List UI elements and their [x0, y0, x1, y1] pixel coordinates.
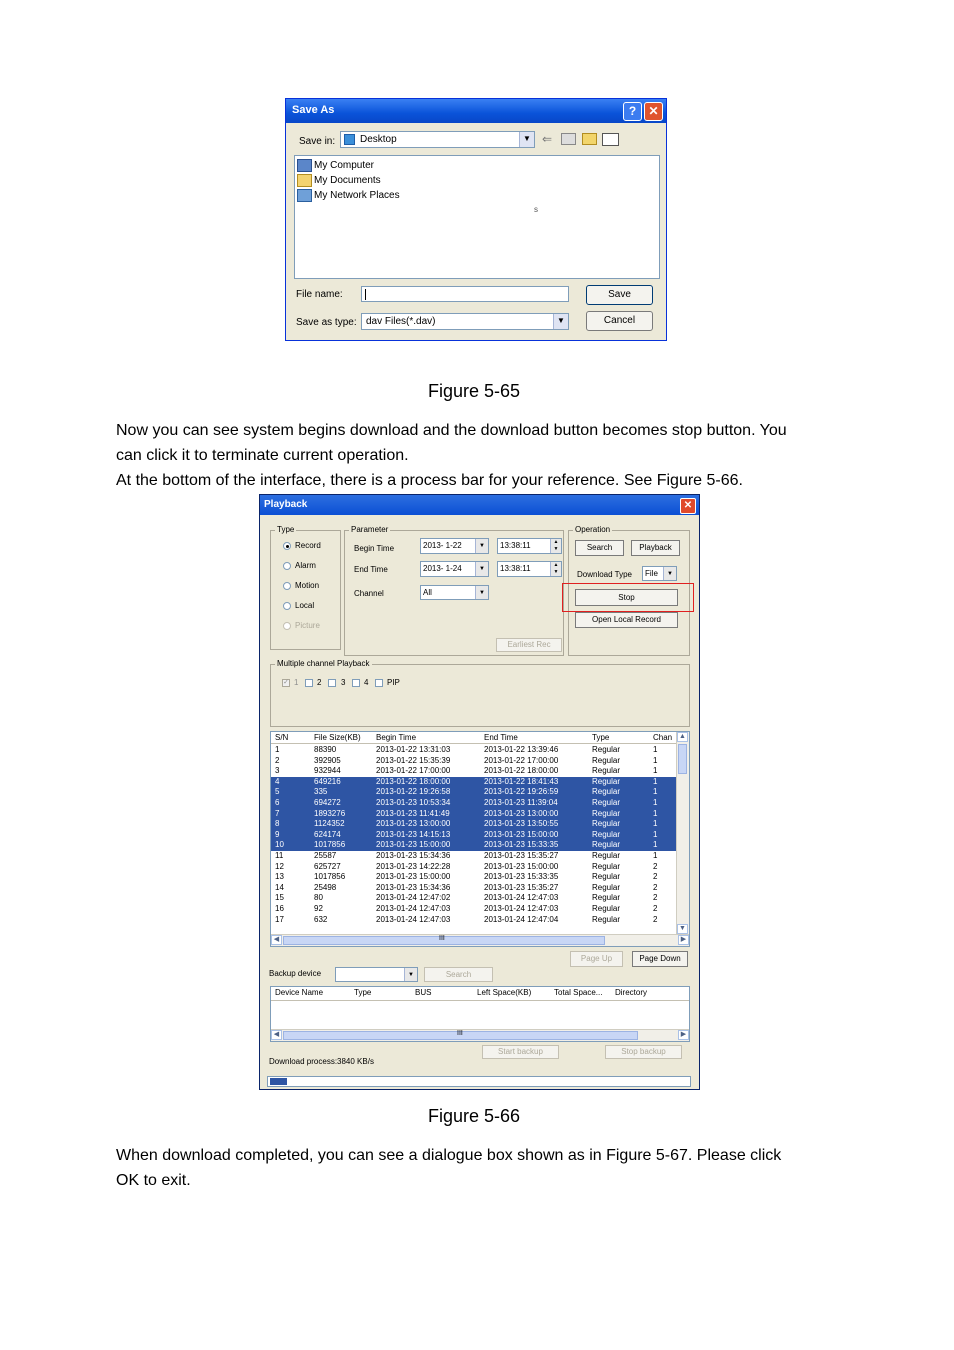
chevron-down-icon[interactable]: ▼ [475, 539, 488, 553]
stop-highlight-box [562, 583, 694, 612]
begin-date-picker[interactable] [420, 538, 489, 554]
table-cell: Regular [592, 766, 621, 776]
horizontal-scrollbar[interactable] [271, 1029, 689, 1041]
save-in-value: Desktop [360, 134, 397, 145]
column-header[interactable]: Begin Time [376, 733, 417, 742]
table-cell: 1 [653, 798, 658, 807]
table-cell: 2013-01-22 15:35:39 [376, 755, 451, 765]
save-as-dialog [285, 98, 667, 341]
table-cell: 1 [653, 819, 658, 829]
save-as-type-value: dav Files(*.dav) [366, 316, 436, 327]
table-cell: 1 [653, 776, 658, 786]
checkbox-label: PIP [387, 678, 400, 687]
table-cell: 4 [275, 776, 280, 786]
table-cell: 2013-01-23 13:00:00 [484, 808, 559, 818]
table-cell: 1 [653, 766, 658, 776]
column-header[interactable]: Chan [653, 733, 673, 742]
paragraph-line: When download completed, you can see a dialogue box shown as in Figure 5-67. Please click [116, 1147, 782, 1164]
radio-label: Picture [295, 621, 320, 630]
table-cell: 2013-01-22 19:26:59 [484, 787, 559, 797]
table-cell: 2 [653, 893, 658, 903]
radio-label: Alarm [295, 561, 316, 570]
column-header[interactable]: Total Space... [554, 988, 603, 997]
table-cell: Regular [592, 840, 621, 850]
channel-dropdown[interactable] [420, 585, 489, 600]
end-time-spinner[interactable] [497, 561, 562, 577]
table-cell: 624174 [314, 829, 341, 839]
table-cell: 694272 [314, 798, 341, 807]
column-header[interactable]: Directory [615, 988, 648, 997]
back-arrow-icon[interactable]: ⇐ [542, 132, 553, 146]
chevron-down-icon[interactable]: ▼ [663, 567, 676, 580]
earliest-rec-button: Earliest Rec [496, 638, 562, 652]
radio-local[interactable] [283, 602, 291, 610]
device-table-header [271, 987, 689, 1001]
list-item-label: My Computer [314, 160, 375, 171]
radio-label: Record [295, 541, 321, 550]
table-cell: 6 [275, 798, 280, 807]
table-cell: 392905 [314, 755, 341, 765]
table-row[interactable] [271, 798, 677, 809]
table-cell: 16 [275, 904, 284, 913]
checkbox-channel-4[interactable] [352, 679, 360, 687]
list-item-label: My Documents [314, 175, 381, 186]
table-cell: Regular [592, 904, 621, 913]
close-icon[interactable]: ✕ [644, 102, 663, 121]
table-cell: 14 [275, 882, 284, 892]
table-cell: 2013-01-23 11:41:49 [376, 808, 450, 818]
column-header[interactable]: Device Name [275, 988, 324, 997]
checkbox-label: 1 [294, 678, 299, 687]
table-cell: 2 [653, 904, 658, 913]
radio-picture [283, 622, 291, 630]
table-cell: 2013-01-23 15:00:00 [376, 840, 451, 850]
save-as-title: Save As [292, 104, 335, 116]
save-in-dropdown[interactable] [340, 131, 535, 148]
spinner-arrows-icon[interactable]: ▲ ▼ [550, 562, 561, 576]
table-row[interactable] [271, 819, 677, 830]
table-cell: Regular [592, 798, 621, 807]
checkbox-label: 2 [317, 678, 322, 687]
page-down-button[interactable]: Page Down [632, 951, 688, 967]
table-cell: 2013-01-23 15:00:00 [484, 861, 559, 871]
parameter-group-legend: Parameter [351, 525, 389, 534]
table-cell: 2013-01-24 12:47:03 [484, 893, 559, 903]
figure-caption: Figure 5-65 [428, 381, 521, 401]
table-cell: 7 [275, 808, 280, 818]
table-cell: 2013-01-22 18:00:00 [376, 776, 451, 786]
radio-label: Local [295, 601, 315, 610]
table-cell: Regular [592, 893, 621, 903]
computer-icon [297, 159, 312, 172]
backup-device-label: Backup device [269, 969, 322, 978]
type-group [270, 525, 341, 650]
table-row[interactable] [271, 809, 677, 820]
download-type-value: File [645, 569, 658, 578]
table-cell: 2013-01-23 15:33:35 [484, 840, 559, 850]
file-name-label: File name: [296, 289, 343, 300]
radio-alarm[interactable] [283, 562, 291, 570]
table-cell: 1 [275, 745, 280, 754]
table-row[interactable] [271, 756, 677, 767]
horizontal-scrollbar[interactable] [271, 934, 689, 946]
radio-record[interactable] [283, 542, 291, 550]
column-header[interactable]: Type [592, 733, 610, 742]
stray-mark: s [534, 205, 538, 214]
table-row[interactable] [271, 766, 677, 777]
list-item-my-network-places[interactable] [297, 189, 400, 202]
table-cell: Regular [592, 882, 621, 892]
radio-motion[interactable] [283, 582, 291, 590]
channel-value: All [423, 588, 432, 597]
table-cell: 335 [314, 787, 328, 797]
checkbox-channel-1: ✓ [283, 679, 289, 686]
multi-channel-group [270, 659, 690, 727]
spinner-arrows-icon[interactable]: ▲ ▼ [550, 539, 561, 553]
checkbox-pip[interactable] [375, 679, 383, 687]
type-group-legend: Type [277, 525, 295, 534]
end-clock-value: 13:38:11 [500, 564, 531, 573]
table-cell: 2013-01-23 15:35:27 [484, 882, 559, 892]
table-cell: 2013-01-24 12:47:03 [376, 904, 451, 913]
playback-titlebar [260, 495, 699, 515]
table-cell: 2013-01-22 13:31:03 [376, 745, 451, 754]
table-cell: 2013-01-23 10:53:34 [376, 798, 451, 807]
table-row[interactable] [271, 851, 677, 862]
paragraph-line: At the bottom of the interface, there is a process bar for your reference. See Figure 5-66. [116, 472, 743, 489]
begin-clock-value: 13:38:11 [500, 541, 531, 550]
table-cell: 3 [275, 766, 280, 776]
chevron-down-icon[interactable]: ▼ [553, 314, 568, 329]
end-time-label: End Time [354, 565, 388, 574]
table-cell: 13 [275, 872, 284, 882]
list-item-my-computer[interactable] [297, 159, 374, 172]
download-process-text: Download process:3840 KB/s [269, 1057, 374, 1066]
chevron-down-icon[interactable]: ▼ [475, 586, 488, 599]
column-header[interactable]: BUS [415, 988, 432, 997]
playback-title: Playback [264, 499, 308, 510]
scroll-grip: III [439, 935, 445, 942]
table-cell: 88390 [314, 745, 337, 754]
table-cell: 1 [653, 851, 658, 860]
table-cell: 2 [653, 914, 658, 924]
table-cell: 2013-01-24 12:47:03 [484, 904, 559, 913]
table-cell: 2013-01-23 15:00:00 [484, 829, 559, 839]
scroll-up-icon[interactable]: ▲ [677, 732, 688, 742]
table-cell: Regular [592, 914, 621, 924]
search-button[interactable]: Search [575, 540, 624, 556]
table-cell: 17 [275, 914, 284, 924]
table-cell: 80 [314, 893, 323, 903]
table-cell: 2013-01-23 14:15:13 [376, 829, 451, 839]
table-cell: 2013-01-24 12:47:04 [484, 914, 559, 924]
table-cell: 1 [653, 755, 658, 765]
save-as-titlebar [286, 99, 666, 123]
page-up-button: Page Up [570, 951, 623, 967]
views-menu-icon[interactable] [602, 133, 619, 146]
stop-backup-button: Stop backup [605, 1045, 682, 1059]
column-header[interactable]: Type [354, 988, 372, 997]
scroll-right-icon[interactable]: ▶ [678, 1030, 689, 1040]
table-row[interactable] [271, 872, 677, 883]
vertical-scrollbar[interactable] [676, 732, 689, 934]
scroll-thumb[interactable] [678, 744, 687, 774]
checkbox-label: 3 [341, 678, 346, 687]
table-cell: 92 [314, 904, 323, 913]
save-as-type-label: Save as type: [296, 317, 357, 328]
table-cell: 2013-01-22 17:00:00 [484, 755, 559, 765]
begin-time-label: Begin Time [354, 544, 395, 553]
table-cell: 2 [653, 872, 658, 882]
table-cell: 2013-01-23 13:50:55 [484, 819, 559, 829]
table-cell: 25587 [314, 851, 337, 860]
table-cell: Regular [592, 829, 621, 839]
table-header [271, 732, 689, 744]
table-cell: 625727 [314, 861, 341, 871]
table-cell: 9 [275, 829, 280, 839]
table-cell: 1017856 [314, 840, 346, 850]
paragraph-line: Now you can see system begins download and the download button becomes stop button. You [116, 422, 787, 439]
column-header[interactable]: Left Space(KB) [477, 988, 532, 997]
table-cell: 2013-01-23 13:00:00 [376, 819, 451, 829]
table-row[interactable] [271, 830, 677, 841]
file-list[interactable] [294, 155, 660, 279]
table-cell: 5 [275, 787, 280, 797]
backup-search-button: Search [424, 967, 493, 982]
checkbox-label: 4 [364, 678, 369, 687]
table-cell: 2013-01-23 15:34:36 [376, 882, 451, 892]
stop-button[interactable]: Stop [575, 589, 678, 606]
table-row[interactable] [271, 904, 677, 915]
download-type-label: Download Type [577, 570, 632, 579]
table-cell: 15 [275, 893, 284, 903]
channel-label: Channel [354, 589, 384, 598]
scroll-left-icon[interactable]: ◀ [271, 1030, 282, 1040]
end-date-picker[interactable] [420, 561, 489, 577]
save-button[interactable]: Save [586, 285, 653, 305]
table-cell: 2013-01-24 12:47:03 [376, 914, 451, 924]
table-row[interactable] [271, 745, 677, 756]
close-icon[interactable]: ✕ [680, 498, 696, 514]
save-as-type-dropdown[interactable] [361, 313, 569, 330]
begin-date-value: 2013- 1-22 [423, 541, 462, 550]
table-cell: Regular [592, 861, 621, 871]
chevron-down-icon[interactable]: ▼ [519, 132, 534, 147]
table-cell: Regular [592, 872, 621, 882]
progress-fill [270, 1078, 287, 1085]
table-row[interactable] [271, 893, 677, 904]
table-cell: 2 [275, 755, 280, 765]
table-cell: 649216 [314, 776, 341, 786]
end-date-value: 2013- 1-24 [423, 564, 462, 573]
table-cell: Regular [592, 787, 621, 797]
table-cell: 1 [653, 840, 658, 850]
table-cell: 2013-01-22 17:00:00 [376, 766, 451, 776]
table-cell: 1 [653, 787, 658, 797]
table-cell: 2013-01-22 18:00:00 [484, 766, 559, 776]
help-icon[interactable]: ? [623, 102, 642, 121]
table-cell: 2013-01-23 11:39:04 [484, 798, 558, 807]
table-cell: 25498 [314, 882, 337, 892]
up-folder-icon[interactable] [561, 133, 576, 145]
backup-device-dropdown[interactable] [335, 967, 418, 982]
chevron-down-icon[interactable]: ▼ [475, 562, 488, 576]
figure-caption: Figure 5-66 [428, 1106, 521, 1126]
scroll-down-icon[interactable]: ▼ [677, 924, 688, 934]
table-cell: 932944 [314, 766, 341, 776]
table-cell: 2013-01-23 15:33:35 [484, 872, 559, 882]
table-cell: 1124352 [314, 819, 345, 829]
table-cell: 2013-01-23 15:34:36 [376, 851, 451, 860]
table-cell: Regular [592, 851, 621, 860]
begin-time-spinner[interactable] [497, 538, 562, 554]
column-header[interactable]: File Size(KB) [314, 733, 361, 742]
device-table[interactable] [270, 986, 690, 1042]
table-cell: 2 [653, 861, 658, 871]
list-item-label: My Network Places [314, 190, 400, 201]
desktop-icon [344, 134, 355, 145]
paragraph-line: can click it to terminate current operation. [116, 447, 409, 464]
table-cell: 2 [653, 882, 658, 892]
table-cell: Regular [592, 755, 621, 765]
download-progress-bar [267, 1076, 691, 1087]
table-row[interactable] [271, 883, 677, 894]
table-cell: 1 [653, 745, 658, 754]
cancel-button[interactable]: Cancel [586, 311, 653, 331]
table-row[interactable] [271, 840, 677, 851]
table-row[interactable] [271, 777, 677, 788]
table-cell: Regular [592, 808, 621, 818]
table-cell: 1 [653, 829, 658, 839]
radio-label: Motion [295, 581, 320, 590]
parameter-group [344, 525, 564, 656]
paragraph-line: OK to exit. [116, 1172, 191, 1189]
table-cell: 1017856 [314, 872, 346, 882]
table-cell: 2013-01-22 18:41:43 [484, 776, 559, 786]
column-header[interactable]: End Time [484, 733, 518, 742]
list-item-my-documents[interactable] [297, 174, 381, 187]
file-name-input[interactable] [361, 286, 569, 302]
table-cell: 2013-01-22 19:26:58 [376, 787, 451, 797]
table-row[interactable] [271, 787, 677, 798]
table-cell: 8 [275, 819, 280, 829]
checkbox-channel-3[interactable] [328, 679, 336, 687]
table-cell: 1 [653, 808, 658, 818]
scroll-left-icon[interactable]: ◀ [271, 935, 282, 945]
paragraph [116, 418, 846, 493]
table-cell: 2013-01-22 13:39:46 [484, 745, 559, 754]
download-type-dropdown[interactable] [642, 566, 677, 581]
text-cursor [365, 289, 366, 300]
table-cell: 2013-01-23 15:00:00 [376, 872, 451, 882]
network-icon [297, 189, 312, 202]
table-cell: Regular [592, 745, 621, 754]
scroll-right-icon[interactable]: ▶ [678, 935, 689, 945]
new-folder-icon[interactable] [582, 133, 597, 145]
paragraph [116, 1143, 846, 1193]
scroll-grip: III [457, 1030, 463, 1037]
table-cell: 1893276 [314, 808, 346, 818]
table-cell: 11 [275, 851, 284, 860]
multi-channel-legend: Multiple channel Playback [277, 659, 370, 668]
table-cell: Regular [592, 819, 621, 829]
operation-group-legend: Operation [575, 525, 611, 534]
table-cell: 10 [275, 840, 284, 850]
table-row[interactable] [271, 862, 677, 873]
table-cell: 2013-01-23 15:35:27 [484, 851, 559, 860]
chevron-down-icon[interactable]: ▼ [404, 968, 417, 981]
table-cell: 2013-01-24 12:47:02 [376, 893, 451, 903]
playback-dialog [259, 494, 700, 1090]
folder-icon [297, 174, 312, 187]
save-in-label: Save in: [299, 136, 336, 147]
checkbox-channel-2[interactable] [305, 679, 313, 687]
column-header[interactable]: S/N [275, 733, 289, 742]
table-cell: 12 [275, 861, 284, 871]
table-cell: Regular [592, 776, 621, 786]
open-local-record-button[interactable]: Open Local Record [575, 612, 678, 628]
start-backup-button: Start backup [482, 1045, 559, 1059]
table-cell: 2013-01-23 14:22:28 [376, 861, 451, 871]
table-cell: 632 [314, 914, 328, 924]
playback-button[interactable]: Playback [631, 540, 680, 556]
record-table[interactable] [270, 731, 690, 947]
table-row[interactable] [271, 915, 677, 926]
